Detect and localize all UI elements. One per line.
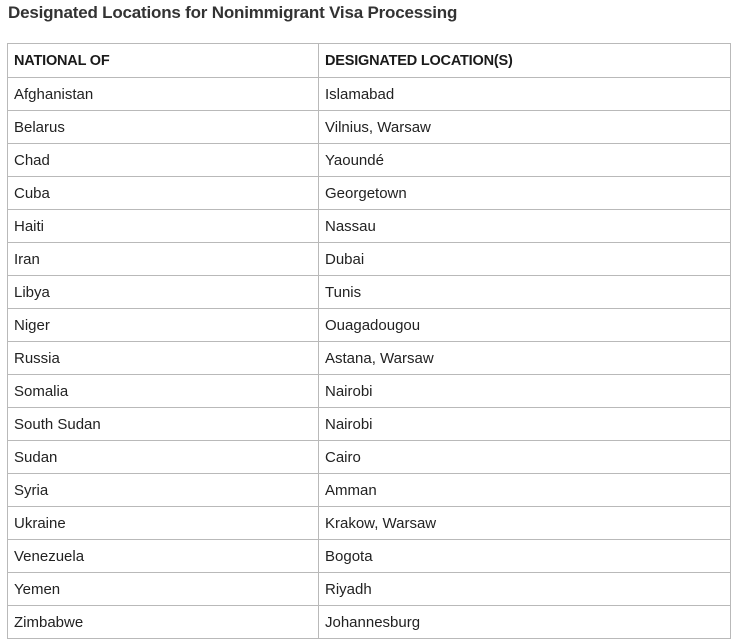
designated-location-cell: Nairobi [319,408,731,441]
national-of-cell: Chad [8,144,319,177]
national-of-cell: South Sudan [8,408,319,441]
table-row [8,507,731,540]
designated-location-cell: Nassau [319,210,731,243]
table-row [8,78,731,111]
designated-location-cell: Georgetown [319,177,731,210]
table-row [8,276,731,309]
national-of-cell: Russia [8,342,319,375]
national-of-cell: Somalia [8,375,319,408]
table-row [8,111,731,144]
table-row [8,540,731,573]
designated-location-cell: Cairo [319,441,731,474]
designated-location-cell: Dubai [319,243,731,276]
national-of-cell: Sudan [8,441,319,474]
national-of-cell: Ukraine [8,507,319,540]
table-row [8,375,731,408]
national-of-cell: Belarus [8,111,319,144]
designated-location-cell: Yaoundé [319,144,731,177]
national-of-cell: Yemen [8,573,319,606]
designated-location-cell: Riyadh [319,573,731,606]
national-of-cell: Iran [8,243,319,276]
table-row [8,441,731,474]
page-title: Designated Locations for Nonimmigrant Visa Processing [8,3,458,22]
designated-location-cell: Tunis [319,276,731,309]
designated-location-cell: Astana, Warsaw [319,342,731,375]
table-row [8,309,731,342]
designated-location-cell: Johannesburg [319,606,731,639]
national-of-cell: Haiti [8,210,319,243]
national-of-cell: Afghanistan [8,78,319,111]
national-of-cell: Cuba [8,177,319,210]
designated-locations-table [7,43,731,639]
designated-location-cell: Vilnius, Warsaw [319,111,731,144]
table-row [8,342,731,375]
designated-location-cell: Krakow, Warsaw [319,507,731,540]
table-row [8,408,731,441]
header-designated-locations: DESIGNATED LOCATION(S) [319,44,731,78]
table-row [8,474,731,507]
designated-location-cell: Islamabad [319,78,731,111]
table-row [8,243,731,276]
national-of-cell: Libya [8,276,319,309]
national-of-cell: Zimbabwe [8,606,319,639]
table-row [8,573,731,606]
table-row [8,144,731,177]
national-of-cell: Venezuela [8,540,319,573]
designated-location-cell: Nairobi [319,375,731,408]
designated-location-cell: Amman [319,474,731,507]
designated-location-cell: Ouagadougou [319,309,731,342]
designated-location-cell: Bogota [319,540,731,573]
table-row [8,177,731,210]
table-row [8,210,731,243]
table-header-row [8,44,731,78]
national-of-cell: Syria [8,474,319,507]
national-of-cell: Niger [8,309,319,342]
table-row [8,606,731,639]
header-national-of: NATIONAL OF [8,44,319,78]
